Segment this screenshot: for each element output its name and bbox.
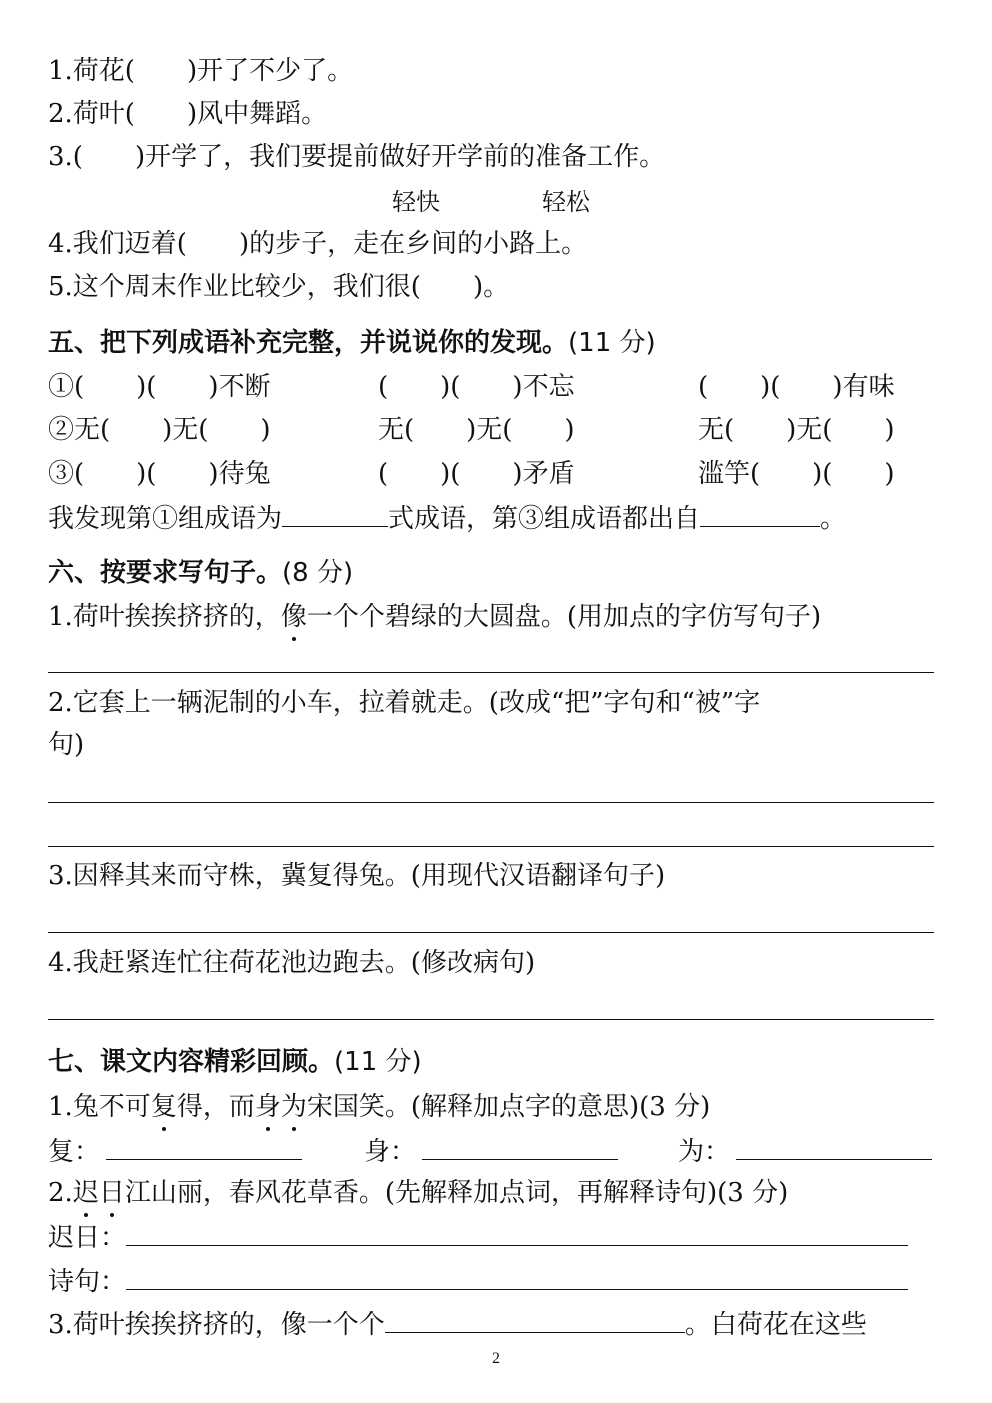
q7-2-text: 江山丽，春风花草香。(先解释加点词，再解释诗句)(3 分)	[124, 1178, 789, 1208]
discovery-blank-2[interactable]	[700, 500, 820, 527]
discovery-blank-1[interactable]	[282, 500, 388, 527]
q7-1-label-fu: 复：	[48, 1137, 101, 1167]
q7-1-blank-wei[interactable]	[736, 1133, 932, 1160]
question-7-1	[48, 1090, 710, 1124]
section-7-heading	[48, 1045, 422, 1079]
question-6-4: 4.我赶紧连忙往荷花池边跑去。(修改病句)	[48, 948, 536, 978]
idiom-row1-col3: ( )( )有味	[698, 372, 895, 402]
fill-item-2: 2.荷叶( )风中舞蹈。	[48, 99, 328, 129]
q6-1-text-a: 1.荷叶挨挨挤挤的，	[48, 602, 281, 632]
q7-1-label-shen: 身：	[364, 1137, 417, 1167]
q7-1-answer-shen	[364, 1133, 618, 1169]
q7-2-number: 2.	[48, 1178, 73, 1208]
q7-1-text-a: 1.兔不可	[48, 1092, 151, 1122]
page-number: 2	[492, 1350, 500, 1367]
fill-item-4: 4.我们迈着( )的步子，走在乡间的小路上。	[48, 229, 588, 259]
q7-1-answer-fu	[48, 1133, 302, 1169]
q7-1-text-b: 得，而	[176, 1092, 255, 1122]
q7-1-blank-shen[interactable]	[422, 1133, 618, 1160]
q7-2-answer-chiri	[48, 1219, 908, 1255]
section-5-points: (11 分)	[568, 328, 656, 358]
q7-3-text-a: 3.荷叶挨挨挤挤的，像一个个	[48, 1310, 385, 1340]
section-7-title: 七、课文内容精彩回顾。	[48, 1047, 335, 1077]
word-choice-1: 轻快	[392, 188, 440, 216]
fill-item-5: 5.这个周末作业比较少，我们很( )。	[48, 272, 510, 302]
q7-1-label-wei: 为：	[678, 1137, 731, 1167]
answer-line-6-2a[interactable]	[48, 802, 934, 803]
discovery-text-a: 我发现第①组成语为	[48, 504, 283, 534]
question-6-3: 3.因释其来而守株，冀复得兔。(用现代汉语翻译句子)	[48, 861, 666, 891]
section-6-heading	[48, 556, 353, 590]
q7-3-blank[interactable]	[385, 1306, 685, 1333]
q7-2-label-chiri: 迟日：	[48, 1223, 127, 1253]
fill-item-3: 3.( )开学了，我们要提前做好开学前的准备工作。	[48, 142, 666, 172]
q7-2-dotted-char-1: 迟	[72, 1178, 99, 1208]
question-7-2	[48, 1176, 788, 1210]
q7-2-blank-chiri[interactable]	[126, 1219, 908, 1246]
idiom-row3-col3: 滥竽( )( )	[698, 459, 895, 489]
section-7-points: (11 分)	[334, 1047, 422, 1077]
idiom-row2-col2: 无( )无( )	[378, 415, 575, 445]
question-6-2-line2: 句)	[48, 730, 85, 760]
section-5-heading	[48, 326, 656, 360]
idiom-row3-col2: ( )( )矛盾	[378, 459, 575, 489]
section-6-points: (8 分)	[282, 558, 354, 588]
fill-item-1: 1.荷花( )开了不少了。	[48, 56, 354, 86]
idiom-row1-col2: ( )( )不忘	[378, 372, 575, 402]
question-6-2-line1: 2.它套上一辆泥制的小车，拉着就走。(改成“把”字句和“被”字	[48, 688, 761, 718]
q6-1-text-b: 一个个碧绿的大圆盘。(用加点的字仿写句子)	[306, 602, 822, 632]
answer-line-6-2b[interactable]	[48, 846, 934, 847]
question-6-1	[48, 600, 821, 634]
idiom-row3-col1: ③( )( )待兔	[48, 459, 271, 489]
word-choice-2: 轻松	[542, 188, 590, 216]
discovery-end: 。	[820, 504, 847, 534]
q7-1-dotted-char-1: 复	[150, 1092, 177, 1122]
q7-1-dotted-char-3: 为	[280, 1092, 307, 1122]
discovery-text-b: 式成语，第③组成语都出自	[388, 504, 701, 534]
q7-1-dotted-char-2: 身	[254, 1092, 281, 1122]
idiom-row1-col1: ①( )( )不断	[48, 372, 271, 402]
section-6-title: 六、按要求写句子。	[48, 558, 283, 588]
answer-line-6-3[interactable]	[48, 932, 934, 933]
discovery-sentence	[48, 500, 846, 536]
q7-2-label-poem: 诗句：	[48, 1267, 127, 1297]
q6-1-dotted-char: 像	[280, 602, 307, 632]
question-7-3	[48, 1306, 867, 1342]
idiom-row2-col1: ②无( )无( )	[48, 415, 271, 445]
q7-1-blank-fu[interactable]	[106, 1133, 302, 1160]
answer-line-6-1[interactable]	[48, 672, 934, 673]
q7-2-dotted-char-2: 日	[98, 1178, 125, 1208]
q7-2-blank-poem[interactable]	[126, 1263, 908, 1290]
answer-line-6-4[interactable]	[48, 1019, 934, 1020]
q7-2-answer-poem	[48, 1263, 908, 1299]
idiom-row2-col3: 无( )无( )	[698, 415, 895, 445]
q7-1-answer-wei	[678, 1133, 932, 1169]
section-5-title: 五、把下列成语补充完整，并说说你的发现。	[48, 328, 569, 358]
q7-3-text-b: 。白荷花在这些	[684, 1310, 867, 1340]
q7-1-text-c: 宋国笑。(解释加点字的意思)(3 分)	[306, 1092, 711, 1122]
